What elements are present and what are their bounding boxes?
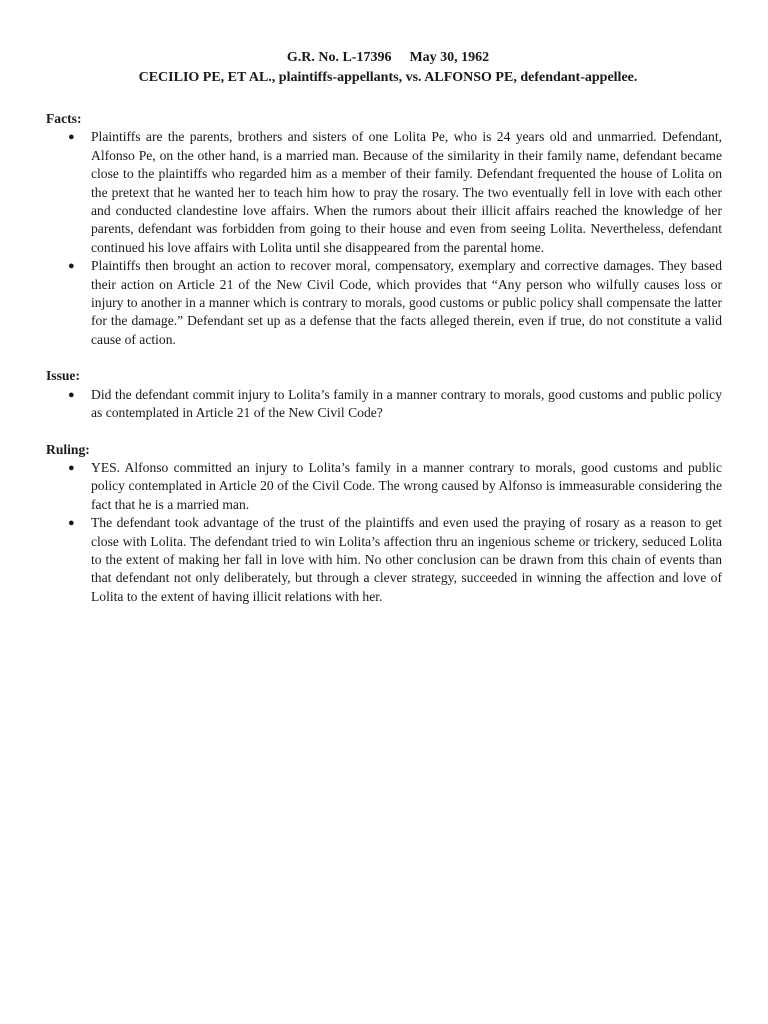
facts-list — [46, 128, 722, 349]
case-citation-line — [54, 48, 722, 68]
bullet-icon: ● — [68, 131, 75, 144]
case-header — [54, 48, 722, 88]
bullet-icon: ● — [68, 517, 75, 530]
issue-item — [46, 386, 722, 423]
ruling-heading: Ruling: — [46, 441, 90, 457]
facts-item-text: Plaintiffs are the parents, brothers and sisters of one Lolita Pe, who is 24 years old and unmarried. Defendant, Alfonso Pe, on the other hand, is a married man. Because of the similarity in their family name, defendant became close to the plaintiffs who regarded him as a member of their family. Defendant frequented the house of Lolita on the pretext that he wanted her to teach him how to pray the rosary. The two eventually fell in love with each other and conducted clandestine love affairs. When the rumors about their illicit affairs reached the knowledge of her parents, defendant was forbidden from going to their house and even from seeing Lolita. Nevertheless, defendant continued his love affairs with Lolita until she disappeared from the parental home. — [91, 129, 722, 255]
bullet-icon: ● — [68, 461, 75, 474]
case-date: May 30, 1962 — [409, 50, 490, 65]
facts-heading: Facts: — [46, 111, 82, 126]
ruling-item — [46, 459, 722, 514]
case-parties: CECILIO PE, ET AL., plaintiffs-appellants, vs. ALFONSO PE, defendant-appellee. — [138, 70, 638, 85]
issue-list — [46, 386, 722, 423]
ruling-item-text: The defendant took advantage of the trust of the plaintiffs and even used the praying of rosary as a reason to get close with Lolita. The defendant tried to win Lolita’s affection thru an ingenious scheme or trickery, seduced Lolita to the extent of making her fall in love with him. No other conclusion can be drawn from this chain of events than that defendant not only deliberately, but through a clever strategy, succeeded in winning the affection and love of Lolita to the extent of having illicit relations with her. — [91, 515, 722, 604]
bullet-icon: ● — [68, 388, 75, 401]
bullet-icon: ● — [68, 260, 75, 273]
issue-heading: Issue: — [46, 368, 80, 384]
issue-item-text: Did the defendant commit injury to Lolita’s family in a manner contrary to morals, good customs and public policy as contemplated in Article 21 of the New Civil Code? — [91, 386, 722, 421]
ruling-item — [46, 514, 722, 606]
facts-item — [46, 128, 722, 257]
facts-item-text: Plaintiffs then brought an action to recover moral, compensatory, exemplary and corrective damages. They based their action on Article 21 of the New Civil Code, which provides that “Any person who wilfully causes loss or injury to another in a manner which is contrary to morals, good customs or public policy shall compensate the latter for the damage.” Defendant set up as a defense that the facts alleged therein, even if true, do not constitute a valid cause of action. — [91, 258, 722, 347]
ruling-list — [46, 459, 722, 606]
case-number: G.R. No. L-17396 — [286, 50, 392, 65]
facts-item — [46, 257, 722, 349]
ruling-item-text: YES. Alfonso committed an injury to Lolita’s family in a manner contrary to morals, good customs and public policy contemplated in Article 20 of the Civil Code. The wrong caused by Alfonso is immeasurable considering the fact that he is a married man. — [91, 459, 722, 512]
